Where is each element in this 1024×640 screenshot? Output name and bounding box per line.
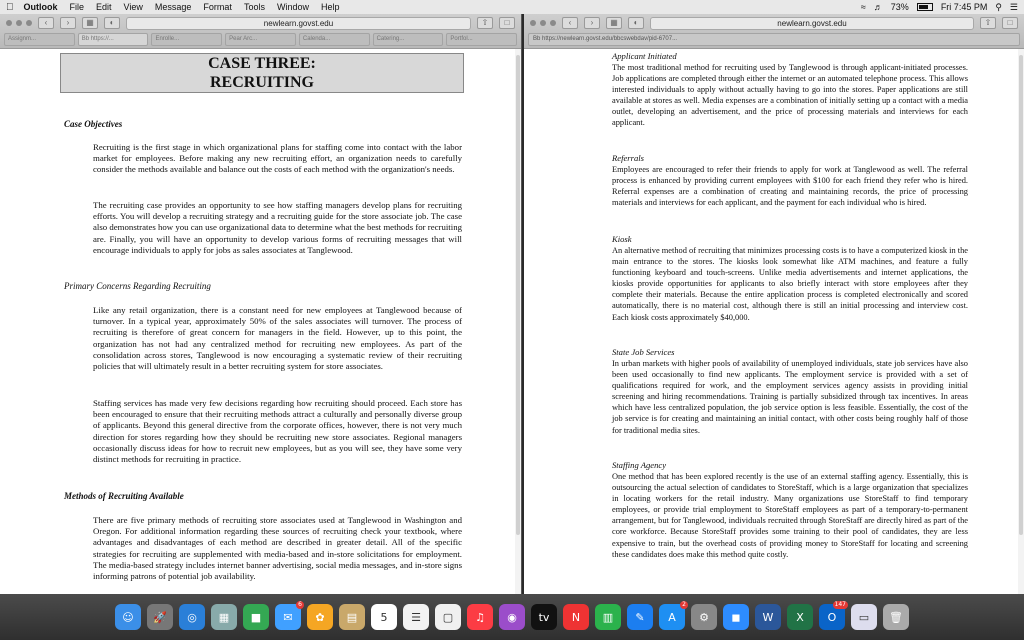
zoom-icon[interactable] [723,604,749,630]
paragraph: An alternative method of recruiting that minimizes processing costs is to have a computerized kiosk in the main entrance to the stores. The kiosks look somewhat like ATM machines, and feature a fully functioning keyboard and touch-screens. Unlike media advertisements and internet applications, the kiosks provide opportunities for applicants to also briefly interact with store employees after they complete their materials. Because the entire application process is completed electronically and scored automatically, there is no material cost, although there is still an initial processing and interview cost. Each kiosk costs approximately $40,000. [612,246,968,322]
menu-view[interactable]: View [116,2,136,12]
stickies-icon[interactable] [435,604,461,630]
close-button[interactable] [6,20,12,26]
section-heading: Staffing Agency [612,460,667,470]
notification-badge: 6 [298,601,302,608]
menu-format[interactable]: Format [195,2,225,12]
clock[interactable]: Fri 7:45 PM [940,2,988,12]
preview-icon[interactable] [851,604,877,630]
back-button[interactable]: ‹ [38,17,54,29]
address-bar[interactable]: newlearn.govst.edu [126,17,471,30]
tab-pear[interactable]: Pear Arc... [225,33,296,46]
section-heading: Applicant Initiated [612,51,677,61]
volume-icon[interactable]: ♬ [873,2,883,12]
outlook-icon-glyph: O [827,610,837,624]
paragraph: One method that has been explored recently is the use of an external staffing agency. Essentially, this is outsourcing the actual selection of candidates to StoreStaff, which is a large organization that specializes in locating workers for the retail industry. Many organizations use StoreStaff to find temporary employees, or provide trial employment to StoreStaff employees as part of a temporary-to-permanent arrangement, but for Tanglewood, individuals recruited through StoreStaff are directly hired as part of the core workforce. Because StoreStaff provides some training to their pool of candidates, they are less expensive to train, but the overhead costs of providing money to StoreStaff for locating and screening these candidates does make this method quite costly. [612,472,968,559]
section-heading: Case Objectives [64,119,123,129]
paragraph: The most traditional method for recruiting used by Tanglewood is through applicant-initiated processes. Job applications are completed through either the internet or an automated telephone process. This allows interested individuals to apply without actually having to go into the stores. Paper applications are still available at stores as well. Media expenses are a combination of initially setting up a contact with a media outlet, developing an advertisement, and the price of processing materials and interviews for each applicant. [612,63,968,128]
section-heading: Methods of Recruiting Available [64,491,184,501]
forward-button[interactable]: › [60,17,76,29]
menu-tools[interactable]: Tools [236,2,258,12]
scrollbar[interactable] [1018,49,1024,594]
tab-enrolled[interactable]: Enrolle... [151,33,222,46]
forward-button[interactable]: › [584,17,600,29]
battery-percent[interactable]: 73% [890,2,909,12]
browser-toolbar [0,14,521,49]
reminders-icon[interactable] [403,604,429,630]
section-heading: Kiosk [612,234,632,244]
photos-icon-glyph: ▦ [218,610,230,624]
window-controls[interactable] [6,20,32,26]
music-icon-glyph: ♫ [475,610,485,624]
excel-icon-glyph: X [796,610,804,624]
search-icon[interactable]: ⚲ [995,1,1002,12]
paragraph: Employees are encouraged to refer their friends to apply for work at Tanglewood as well. The referral process is enhanced by providing current employees with $100 for each friend they refer who is hired. Referral expenses are a combination of creating and maintaining records, the price of processing materials and interviews for each applicant, and the payment for each individual who is hired. [612,165,968,208]
scroll-thumb[interactable] [1019,55,1023,535]
section-heading: Referrals [612,153,644,163]
tv-icon[interactable] [531,604,557,630]
tab-blackboard[interactable]: Bb https://... [78,33,149,46]
minimize-button[interactable] [540,20,546,26]
document-left [4,49,513,594]
finder-icon-glyph: ☺ [122,610,134,624]
dock [0,594,1024,640]
calendar-icon-glyph: 5 [380,610,388,624]
browser-window-right [524,14,1024,594]
stickies-icon-glyph: ▢ [442,610,454,624]
notes-icon-glyph: ▤ [346,610,358,624]
battery-icon[interactable] [917,3,933,11]
trash-icon-glyph: 🗑 [889,610,903,624]
zoom-button[interactable] [26,20,32,26]
close-button[interactable] [530,20,536,26]
calendar-icon[interactable] [371,604,397,630]
paragraph: The recruiting case provides an opportunity to see how staffing managers develop plans for recruiting efforts. You will develop a recruiting strategy and a recruiting guide for the store associate job. The case also demonstrates how you can use organizational data to determine what the best methods for recruiting are. Finally, you will have an opportunity to develop various forms of recruiting messages that will encourage individuals to apply for jobs as sales associates at Tanglewood. [93,200,462,255]
messages-icon-glyph: ✉ [283,610,293,624]
photos2-icon[interactable] [307,604,333,630]
outlook-icon[interactable] [819,601,846,630]
photos-icon[interactable] [211,604,237,630]
music-icon[interactable] [467,604,493,630]
privacy-icon[interactable]: ◐ [628,17,644,29]
preview-icon-glyph: ▭ [858,610,870,624]
paragraph: There are five primary methods of recruiting store associates used at Tanglewood in Washington and Oregon. For additional information regarding these sources of recruiting check your textbook, where advantages and disadvantages of each method are described in greater detail. All of the specific strategies for recruiting are supplemented with media-based and in-store solicitations for employment. The media-based strategy includes internet banner advertising, social media messages, and in-store signs informing patrons of potential job availability. [93,515,462,582]
news-icon[interactable] [563,604,589,630]
keynote-icon-glyph: ✎ [635,610,645,624]
messages-icon[interactable] [275,601,302,630]
case-title-line2: RECRUITING [209,74,314,91]
wifi-icon[interactable]: ≈ [860,2,866,12]
paragraph: In urban markets with higher pools of availability of unemployed individuals, state job services have also been used occasionally to find new applicants. The employment service is provided with a set of qualifications required for work, and the employment services agency assists in providing initial screening and hiring recommendations. Training is partially subsidized through tax incentives. In areas which have less centralized population, the job service option is less feasible. Essentially, the cost of the job service is for creating and maintaining an initial contact, with other costs being roughly half of those for traditional media sites. [612,359,968,435]
case-title-line1: CASE THREE: [208,55,316,72]
podcasts-icon-glyph: ◉ [507,610,517,624]
word-icon-glyph: W [762,610,774,624]
facetime-icon-glyph: ■ [250,610,262,624]
document-right [612,49,968,594]
trash-icon[interactable] [883,604,909,630]
menu-file[interactable]: File [62,2,77,12]
section-heading: Primary Concerns Regarding Recruiting [64,281,211,291]
launchpad-icon[interactable] [147,604,173,630]
photos2-icon-glyph: ✿ [315,610,325,624]
menu-window[interactable]: Window [269,2,302,12]
keynote-icon[interactable] [627,604,653,630]
tab-catering[interactable]: Catering... [373,33,444,46]
tv-icon-glyph: tv [538,610,550,624]
case-title [60,53,464,93]
scroll-thumb[interactable] [516,55,520,535]
numbers-icon-glyph: ▥ [602,610,614,624]
new-tab-button[interactable]: □ [499,17,515,29]
address-bar[interactable]: newlearn.govst.edu [650,17,974,30]
menu-extras-icon[interactable]: ☰ [1009,1,1018,12]
apple-menu-icon[interactable] [6,2,14,13]
system-preferences-icon[interactable] [691,604,717,630]
launchpad-icon-glyph: 🚀 [153,610,167,624]
browser-toolbar [524,14,1024,49]
back-button[interactable]: ‹ [562,17,578,29]
menu-edit[interactable]: Edit [88,2,105,12]
section-heading: State Job Services [612,347,675,357]
minimize-button[interactable] [16,20,22,26]
safari-icon-glyph: ◎ [187,610,197,624]
system-preferences-icon-glyph: ⚙ [699,610,709,624]
full-url[interactable]: Bb https://newlearn.govst.edu/bbcswebdav/pid-6707... [528,33,1020,46]
menu-message[interactable]: Message [147,2,184,12]
app-menu[interactable]: Outlook [16,2,50,12]
share-button[interactable]: ⇧ [980,17,996,29]
tab-portfolio[interactable]: Portfol... [446,33,517,46]
share-button[interactable]: ⇧ [477,17,493,29]
zoom-icon-glyph: ◼ [731,610,741,624]
notification-badge: 2 [682,601,686,608]
window-controls[interactable] [530,20,556,26]
new-tab-button[interactable]: □ [1002,17,1018,29]
notification-badge: 147 [834,601,846,608]
browser-window-left [0,14,522,594]
word-icon[interactable] [755,604,781,630]
excel-icon[interactable] [787,604,813,630]
podcasts-icon[interactable] [499,604,525,630]
safari-icon[interactable] [179,604,205,630]
tab-assignment[interactable]: Assignm... [4,33,75,46]
notes-icon[interactable] [339,604,365,630]
news-icon-glyph: N [571,610,581,624]
menu-bar [0,0,1024,14]
tab-bar [0,32,521,46]
reminders-icon-glyph: ☰ [411,610,421,624]
tab-calendar[interactable]: Calenda... [299,33,370,46]
paragraph: Recruiting is the first stage in which organizational plans for staffing come into contact with the labor market for employees. Before making any new recruiting effort, an organization needs to carefully consider the methods available and balance out the costs of each method with the organization's needs. [93,142,462,175]
sidebar-button[interactable]: ▦ [606,17,622,29]
menu-help[interactable]: Help [313,2,332,12]
tab-bar [524,32,1024,46]
appstore-icon[interactable] [659,601,686,630]
facetime-icon[interactable] [243,604,269,630]
sidebar-button[interactable]: ▦ [82,17,98,29]
privacy-icon[interactable]: ◐ [104,17,120,29]
paragraph: Staffing services has made very few decisions regarding how recruiting should proceed. Each store has been encouraged to ensure that their recruiting methods attract a culturally and personally diverse group of applicants. Beyond this general directive from the corporate offices, however, there is not very much direction for stores regarding how they should be recruiting new store associates. Regional managers occasionally discuss ideas for how to recruit new employees, but as you will see, they have some very distinct methods for recruiting in practice. [93,398,462,465]
finder-icon[interactable] [115,604,141,630]
appstore-icon-glyph: A [668,610,676,624]
zoom-button[interactable] [550,20,556,26]
scrollbar[interactable] [515,49,521,594]
paragraph: Like any retail organization, there is a constant need for new employees at Tanglewood because of turnover. In a typical year, approximately 50% of the sales associates will turnover. The process of recruiting is therefore of great concern for managers in the field. However, up to this point, the organization has not had any centralized method for recruiting new employees. As part of the consolidation across stores, Tanglewood is now encouraging a systematic review of their recruiting policies that will ultimately result in a better recruiting system for store associates. [93,305,462,372]
numbers-icon[interactable] [595,604,621,630]
